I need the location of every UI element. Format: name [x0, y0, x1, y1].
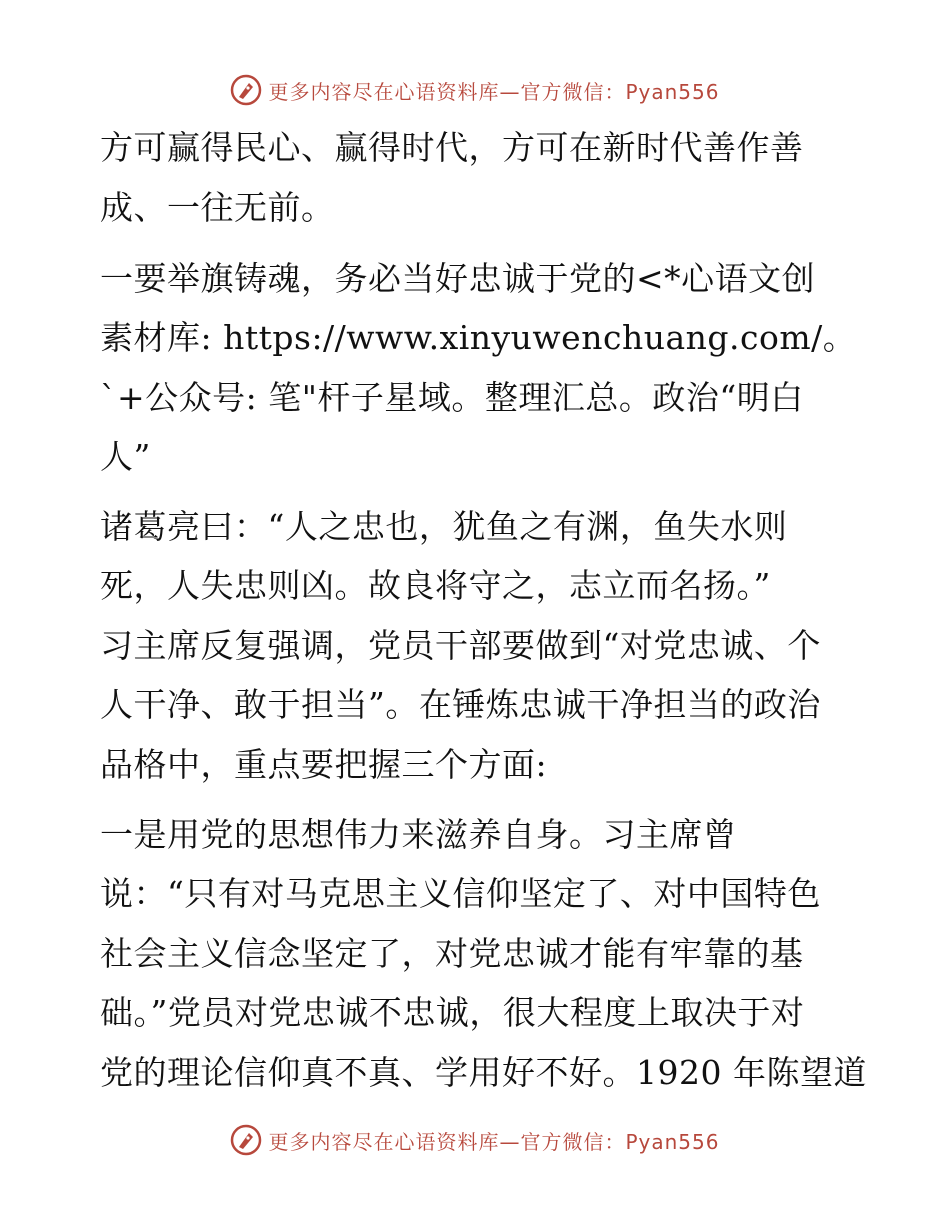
body-line: 死，人失忠则凶。故良将守之，志立而名扬。”	[100, 566, 771, 605]
body-line: 品格中，重点要把握三个方面:	[100, 745, 548, 784]
body-line: 成、一往无前。	[100, 188, 335, 227]
header-banner	[0, 70, 950, 110]
body-line: 习主席反复强调，党员干部要做到“对党忠诚、个	[100, 626, 821, 665]
footer-banner-text: 更多内容尽在心语资料库—官方微信：Pyan556	[268, 1129, 720, 1154]
body-line: 素材库: https://www.xinyuwenchuang.com/。	[100, 318, 857, 357]
body-line: 党的理论信仰真不真、学用好不好。1920 年陈望道	[100, 1053, 867, 1092]
body-line: 说：“只有对马克思主义信仰坚定了、对中国特色	[100, 874, 821, 913]
pen-nib-logo-icon	[230, 74, 262, 106]
body-line: 方可赢得民心、赢得时代，方可在新时代善作善	[100, 128, 804, 167]
body-line: 础。”党员对党忠诚不忠诚，很大程度上取决于对	[100, 993, 805, 1032]
pen-nib-logo-icon	[230, 1124, 262, 1156]
body-line: 诸葛亮曰：“人之忠也，犹鱼之有渊，鱼失水则	[100, 507, 788, 546]
body-line: 社会主义信念坚定了，对党忠诚才能有牢靠的基	[100, 934, 804, 973]
body-line: 一要举旗铸魂，务必当好忠诚于党的<*心语文创	[100, 259, 816, 298]
header-banner-text: 更多内容尽在心语资料库—官方微信：Pyan556	[268, 79, 720, 104]
body-line: `+公众号: 笔"杆子星域。整理汇总。政治“明白	[100, 378, 804, 417]
body-line: 人干净、敢于担当”。在锤炼忠诚干净担当的政治	[100, 685, 821, 724]
footer-banner	[0, 1120, 950, 1160]
body-line: 一是用党的思想伟力来滋养自身。习主席曾	[100, 815, 737, 854]
body-line: 人”	[100, 437, 151, 476]
